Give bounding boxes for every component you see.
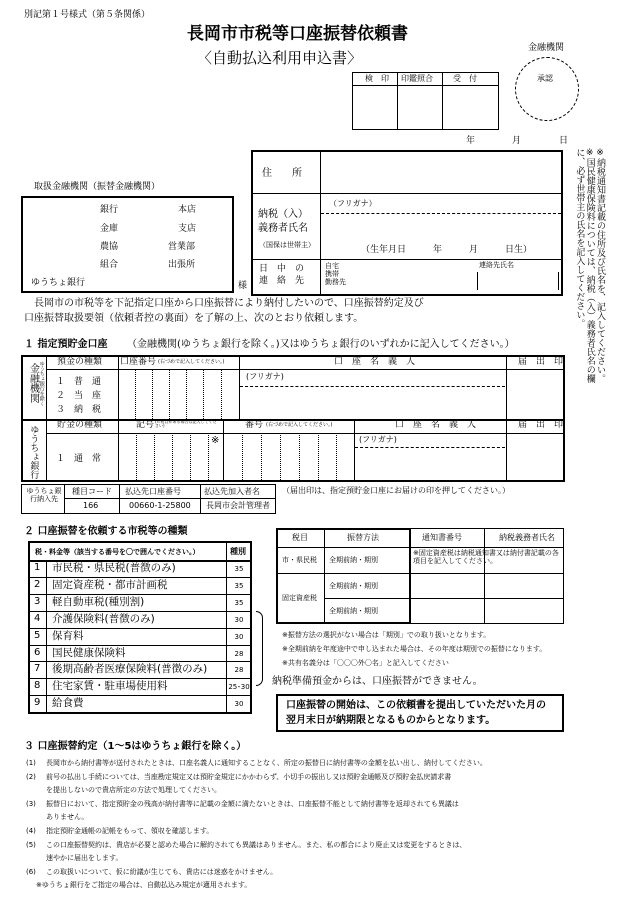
tax-row-kind: 30 [234,615,244,624]
bank-furigana: (フリガナ) [246,372,284,381]
contact-types: 自宅 携帯 勤務先 [325,262,346,287]
tax-row[interactable] [30,695,250,712]
taxpayer-name-input[interactable] [325,216,555,240]
approval-stamp-label: 承認 [537,74,553,83]
tax-row[interactable] [30,560,250,577]
number-header: 番号 [245,420,264,430]
term-number: (3) [26,800,36,809]
tax-row[interactable] [30,594,250,611]
method-tax-fixed: 固定資産税 [282,594,317,602]
term-text: この取扱いについて、仮に紛議が生じても、貴店には迷惑をかけません。 [46,868,278,877]
savings-type-header: 貯金の種類 [57,420,103,430]
seal-note: （届出印は、指定預貯金口座にお届けの印を押してください。） [282,486,510,495]
taxpayer-name-label: 納税（入） 義務者氏名 [258,209,308,234]
term-text: 振替日において、指定預貯金の残高が納付書等に記載の金額に満たないときは、口座振替不能として納付書等を返却されても異議は [46,800,459,809]
yucho-payee-table: ゆうちょ銀行納入先 種目コード 払込先口座番号 払込先加入者名 166 00660-1-25800 長岡市会計管理者 [21,484,276,514]
office-use-table [352,72,499,130]
taxpayer-box [251,150,563,296]
birth-date-label: （生年月日 年 月 日生） [361,245,533,255]
bank-label: 金融機関 [528,43,565,53]
deposit-type-2[interactable]: ２ 当 座 [56,391,102,401]
tax-row-kind: 25･30 [228,683,250,692]
start-notice-line-1: 口座振替の開始は、この依頼書を提出していただいた月の [286,700,546,711]
tax-row[interactable] [30,678,250,695]
tax-col-header: 税・料金等（該当する番号を〇で囲んでください。） [35,548,200,556]
symbol-header: 記号 [136,420,155,430]
term-text: 長岡市から納付書等が送付されたときは、口座名義人に通知することなく、所定の振替日に納付書等の金額を払い出し、納付してください。 [46,759,487,767]
date-year: 年 [466,136,476,146]
reserve-brace [256,611,263,686]
tax-row-name: 軽自動車税(種別割) [52,595,145,608]
term-text: 指定預貯金通帳の記帳をもって、領収を確認します。 [46,827,214,835]
term-text: ありません。 [46,812,89,821]
office-col-seal: 印鑑照合 [401,74,433,83]
tax-row-name: 固定資産税・都市計画税 [52,578,168,591]
method-option-city[interactable]: 全期前納・期別 [329,556,378,564]
account-name-header: 口 座 名 義 人 [334,357,416,367]
tax-row-kind: 35 [234,598,244,607]
kind-col-header: 種別 [230,547,246,556]
fixed-asset-note: ※固定資産税は納税通知書又は納付書記載の各項目を記入してください。 [413,549,559,566]
page-subtitle: 〈自動払込利用申込書〉 [197,49,363,67]
term-text: この口座振替契約は、貴店が必要と認めた場合に解約されても異議はありません。また、私の都合により廃止又は変更をするときは、 [46,841,467,850]
tax-row-name: 後期高齢者医療保険料(普徴のみ) [52,663,208,676]
yucho-type-1[interactable]: １ 通 常 [56,454,102,464]
tax-row-number[interactable]: 1 [34,562,41,573]
yucho-payee-label: ゆうちょ銀行納入先 [26,487,62,504]
tax-row-number[interactable]: 3 [34,595,41,607]
method-tax-city: 市・県民税 [282,556,317,564]
term-text: 前号の払出し手続については、当座勘定規定又は預貯金規定にかかわらず、小切手の振出し又は預貯金通帳及び預貯金払戻請求書 [46,773,452,782]
tax-row-number[interactable]: 2 [34,578,41,590]
method-table: 税目 振替方法 通知書番号 納税義務者氏名 市・県民税 全期前納・期別 固定資産税 全期前納・期別 全期前納・期別 ※固定資産税は納税通知書又は納付書記載の各項目を記入してください。 [276,528,564,624]
tax-row-number[interactable]: 5 [34,629,41,641]
tax-row-kind: 35 [234,581,244,590]
tax-types-table [28,541,252,714]
symbol-kome: ※ [211,435,220,446]
institution-title: 取扱金融機関（振替金融機関） [34,182,161,192]
tax-row[interactable] [30,628,250,645]
tax-row-kind: 30 [234,632,244,641]
seal-header: 届 出 印 [518,357,564,367]
account-table [21,355,565,482]
note-1: ※振替方法の選択がない場合は「期別」での取り扱いとなります。 [282,631,491,639]
term-text: 速やかに届出をします。 [46,853,123,862]
tax-row-name: 住宅家賃・駐車場使用料 [52,680,168,693]
tax-row-name: 市民税・県民税(普徴のみ) [52,562,176,574]
term-number: (2) [26,773,36,782]
tax-row-name: 介護保険料(普徴のみ) [52,612,155,625]
bank-side-note: ゆうちょ銀行を除く [38,361,45,406]
yucho-name-header: 口 座 名 義 人 [395,420,477,430]
date-day: 日 [559,136,569,146]
intro-line-1: 長岡市の市税等を下記指定口座から口座振替により納付したいので、口座振替約定及び [24,298,424,309]
tax-row[interactable] [30,661,250,678]
note-2: ※全期前納を年度途中で申し込まれた場合は、その年度は期別での振替になります。 [282,645,547,653]
section1-heading: １ 指定預貯金口座 [24,339,108,350]
term-number: (6) [26,868,36,877]
start-notice-box [276,694,564,732]
tax-row-number[interactable]: 8 [34,680,41,692]
tax-row[interactable] [30,611,250,628]
taxpayer-name-note: （国保は世帯主） [259,241,315,249]
contact-name-label: 連絡先氏名 [479,261,514,269]
tax-row[interactable] [30,577,250,594]
reserve-note: 納税準備預金からは、口座振替ができません。 [272,676,483,687]
contact-label: 日 中 の 連 絡 先 [259,264,305,286]
office-col-receipt: 受 付 [453,74,477,83]
taxpayer-furigana: （フリガナ） [329,199,377,208]
tax-row-kind: 35 [234,565,244,573]
date-month: 月 [512,136,522,146]
form-label: 別記第１号様式（第５条関係） [24,10,151,20]
honorific: 様 [238,281,248,291]
tax-row-number[interactable]: 7 [34,663,41,675]
tax-row-number[interactable]: 9 [34,697,41,709]
office-col-inspect: 検 印 [365,74,389,83]
yucho-label: ゆうちょ銀行 [31,278,86,288]
yucho-account-name-input[interactable] [359,451,501,475]
symbol-note: (６桁目がある場合は記入してください) [155,419,217,429]
bank-account-name-input[interactable] [245,390,500,414]
page-title: 長岡市市税等口座振替依頼書 [187,24,408,44]
institution-box: 銀行 本店 金庫 支店 農協 営業部 組合 出張所 ゆうちょ銀行 [21,196,234,293]
tax-row-number[interactable]: 6 [34,646,41,658]
account-number-header: 口座番号 [120,357,157,367]
section2-heading: ２ 口座振替を依頼する市税等の種類 [24,526,188,537]
tax-row-kind: 28 [234,649,244,658]
tax-row[interactable] [30,645,250,662]
note-3: ※共有名義分は「〇〇〇外〇名」と記入してください [282,659,449,667]
tax-row-kind: 30 [234,700,244,709]
term-text: を提出しないので貴店所定の方法で処理してください。 [46,785,221,794]
yucho-seal-header: 届 出 印 [518,420,564,430]
address-label: 住 所 [262,168,302,179]
approval-stamp-circle [515,57,579,121]
number-note: (右づめで記入してください。) [266,422,333,428]
yucho-furigana: (フリガナ) [359,435,397,444]
tax-row-name: 保育料 [52,629,84,642]
tax-row-name: 国民健康保険料 [52,646,126,659]
tax-row-number[interactable]: 4 [34,612,41,624]
deposit-type-1[interactable]: １ 普 通 [56,377,102,387]
deposit-type-header: 預金の種類 [57,357,103,367]
final-note: ※ゆうちょ銀行をご指定の場合は、自動払込み規定が適用されます。 [36,881,252,889]
tax-row-kind: 28 [234,666,244,675]
right-note: ※納税通知書記載の住所及び氏名を、記入してください。 ※国民健康保険料については、納税（入）義務者氏名の欄 に、必ず世帯主の氏名を記入してください。 [574,148,606,383]
method-option-fixed-1[interactable]: 全期前納・期別 [329,582,378,590]
yucho-side-label: ゆうちょ銀行 [28,425,39,479]
method-option-fixed-2[interactable]: 全期前納・期別 [329,607,378,615]
tax-row-name: 給食費 [52,697,84,710]
bank-side-label: 金融機関 [27,363,39,403]
term-number: (1) [26,759,36,767]
section3-heading: ３ 口座振替約定（1～5はゆうちょ銀行を除く。） [24,741,247,752]
start-notice-line-2: 翌月末日が納期限となるものからとなります。 [286,715,496,726]
deposit-type-3[interactable]: ３ 納 税 [56,405,102,415]
address-input[interactable] [325,158,555,188]
section1-heading-note: （金融機関(ゆうちょ銀行を除く。)又はゆうちょ銀行のいずれかに記入してください。） [127,339,515,350]
term-number: (5) [26,841,36,850]
term-number: (4) [26,827,36,835]
contact-name-bracket [477,272,559,290]
intro-line-2: 口座振替取扱要領（依頼者控の裏面）を了解の上、次のとおり依頼します。 [24,313,364,324]
account-number-note: (右づめで記入してください。) [158,359,225,365]
